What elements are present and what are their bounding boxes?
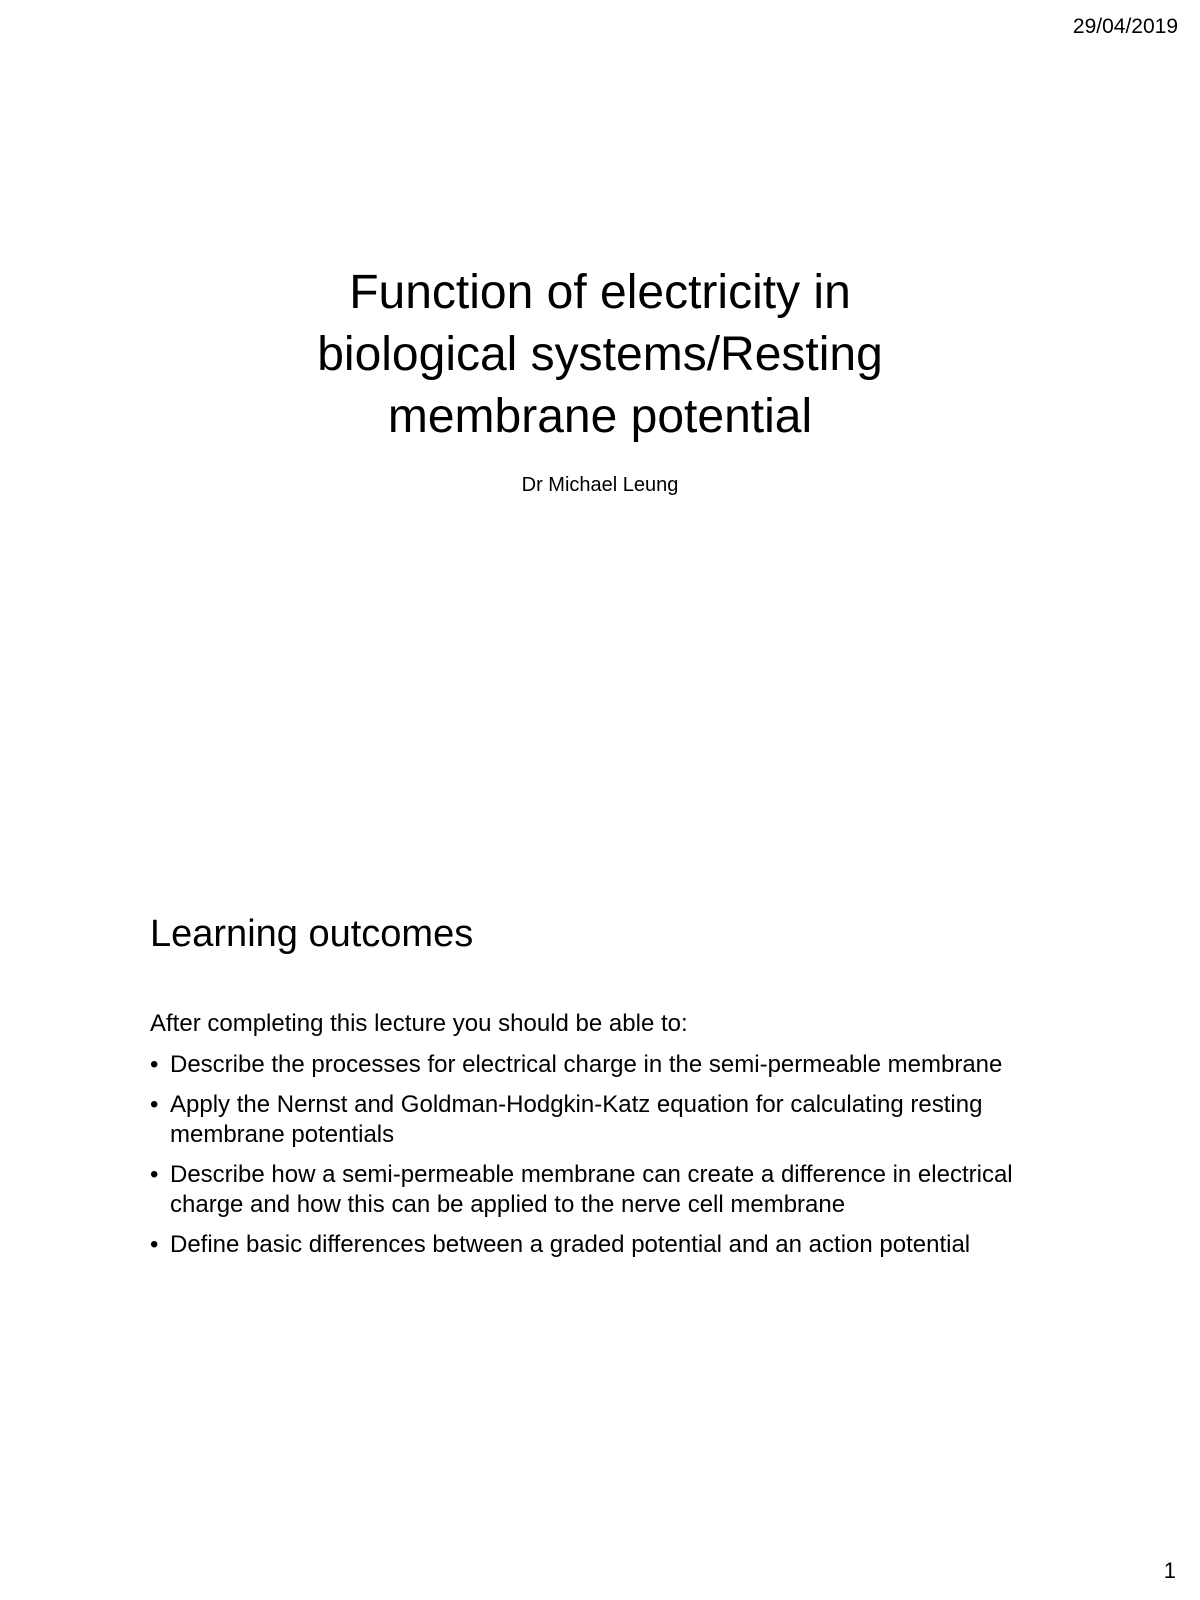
bullet-icon: • xyxy=(150,1161,159,1188)
slide-title xyxy=(250,262,950,448)
title-slide xyxy=(0,262,1200,522)
slide-title-line: Function of electricity in xyxy=(349,266,851,319)
list-item xyxy=(150,1090,1050,1150)
outcomes-intro: After completing this lecture you should be able to: xyxy=(150,1010,688,1037)
outcomes-list xyxy=(150,1050,1050,1270)
outcome-text: Define basic differences between a graded potential and an action potential xyxy=(170,1231,971,1258)
slide-title-line: membrane potential xyxy=(387,390,813,443)
learning-outcomes-slide xyxy=(0,910,1200,1370)
list-item xyxy=(150,1050,1050,1080)
outcome-text: Describe the processes for electrical charge in the semi-permeable membrane xyxy=(170,1051,1003,1078)
outcome-text: Describe how a semi-permeable membrane can create a difference in electrical charge and how this can be applied to the nerve cell membrane xyxy=(170,1161,1013,1218)
bullet-icon: • xyxy=(150,1051,159,1078)
author-name: Dr Michael Leung xyxy=(521,474,679,496)
page-date: 29/04/2019 xyxy=(1072,15,1178,38)
list-item xyxy=(150,1160,1050,1220)
outcome-text: Apply the Nernst and Goldman-Hodgkin-Katz equation for calculating resting membrane potentials xyxy=(170,1091,983,1148)
slide-title-line: biological systems/Resting xyxy=(317,328,883,381)
list-item xyxy=(150,1230,1050,1260)
bullet-icon: • xyxy=(150,1091,159,1118)
bullet-icon: • xyxy=(150,1231,159,1258)
outcomes-heading: Learning outcomes xyxy=(150,913,474,955)
page-number: 1 xyxy=(1163,1557,1176,1583)
